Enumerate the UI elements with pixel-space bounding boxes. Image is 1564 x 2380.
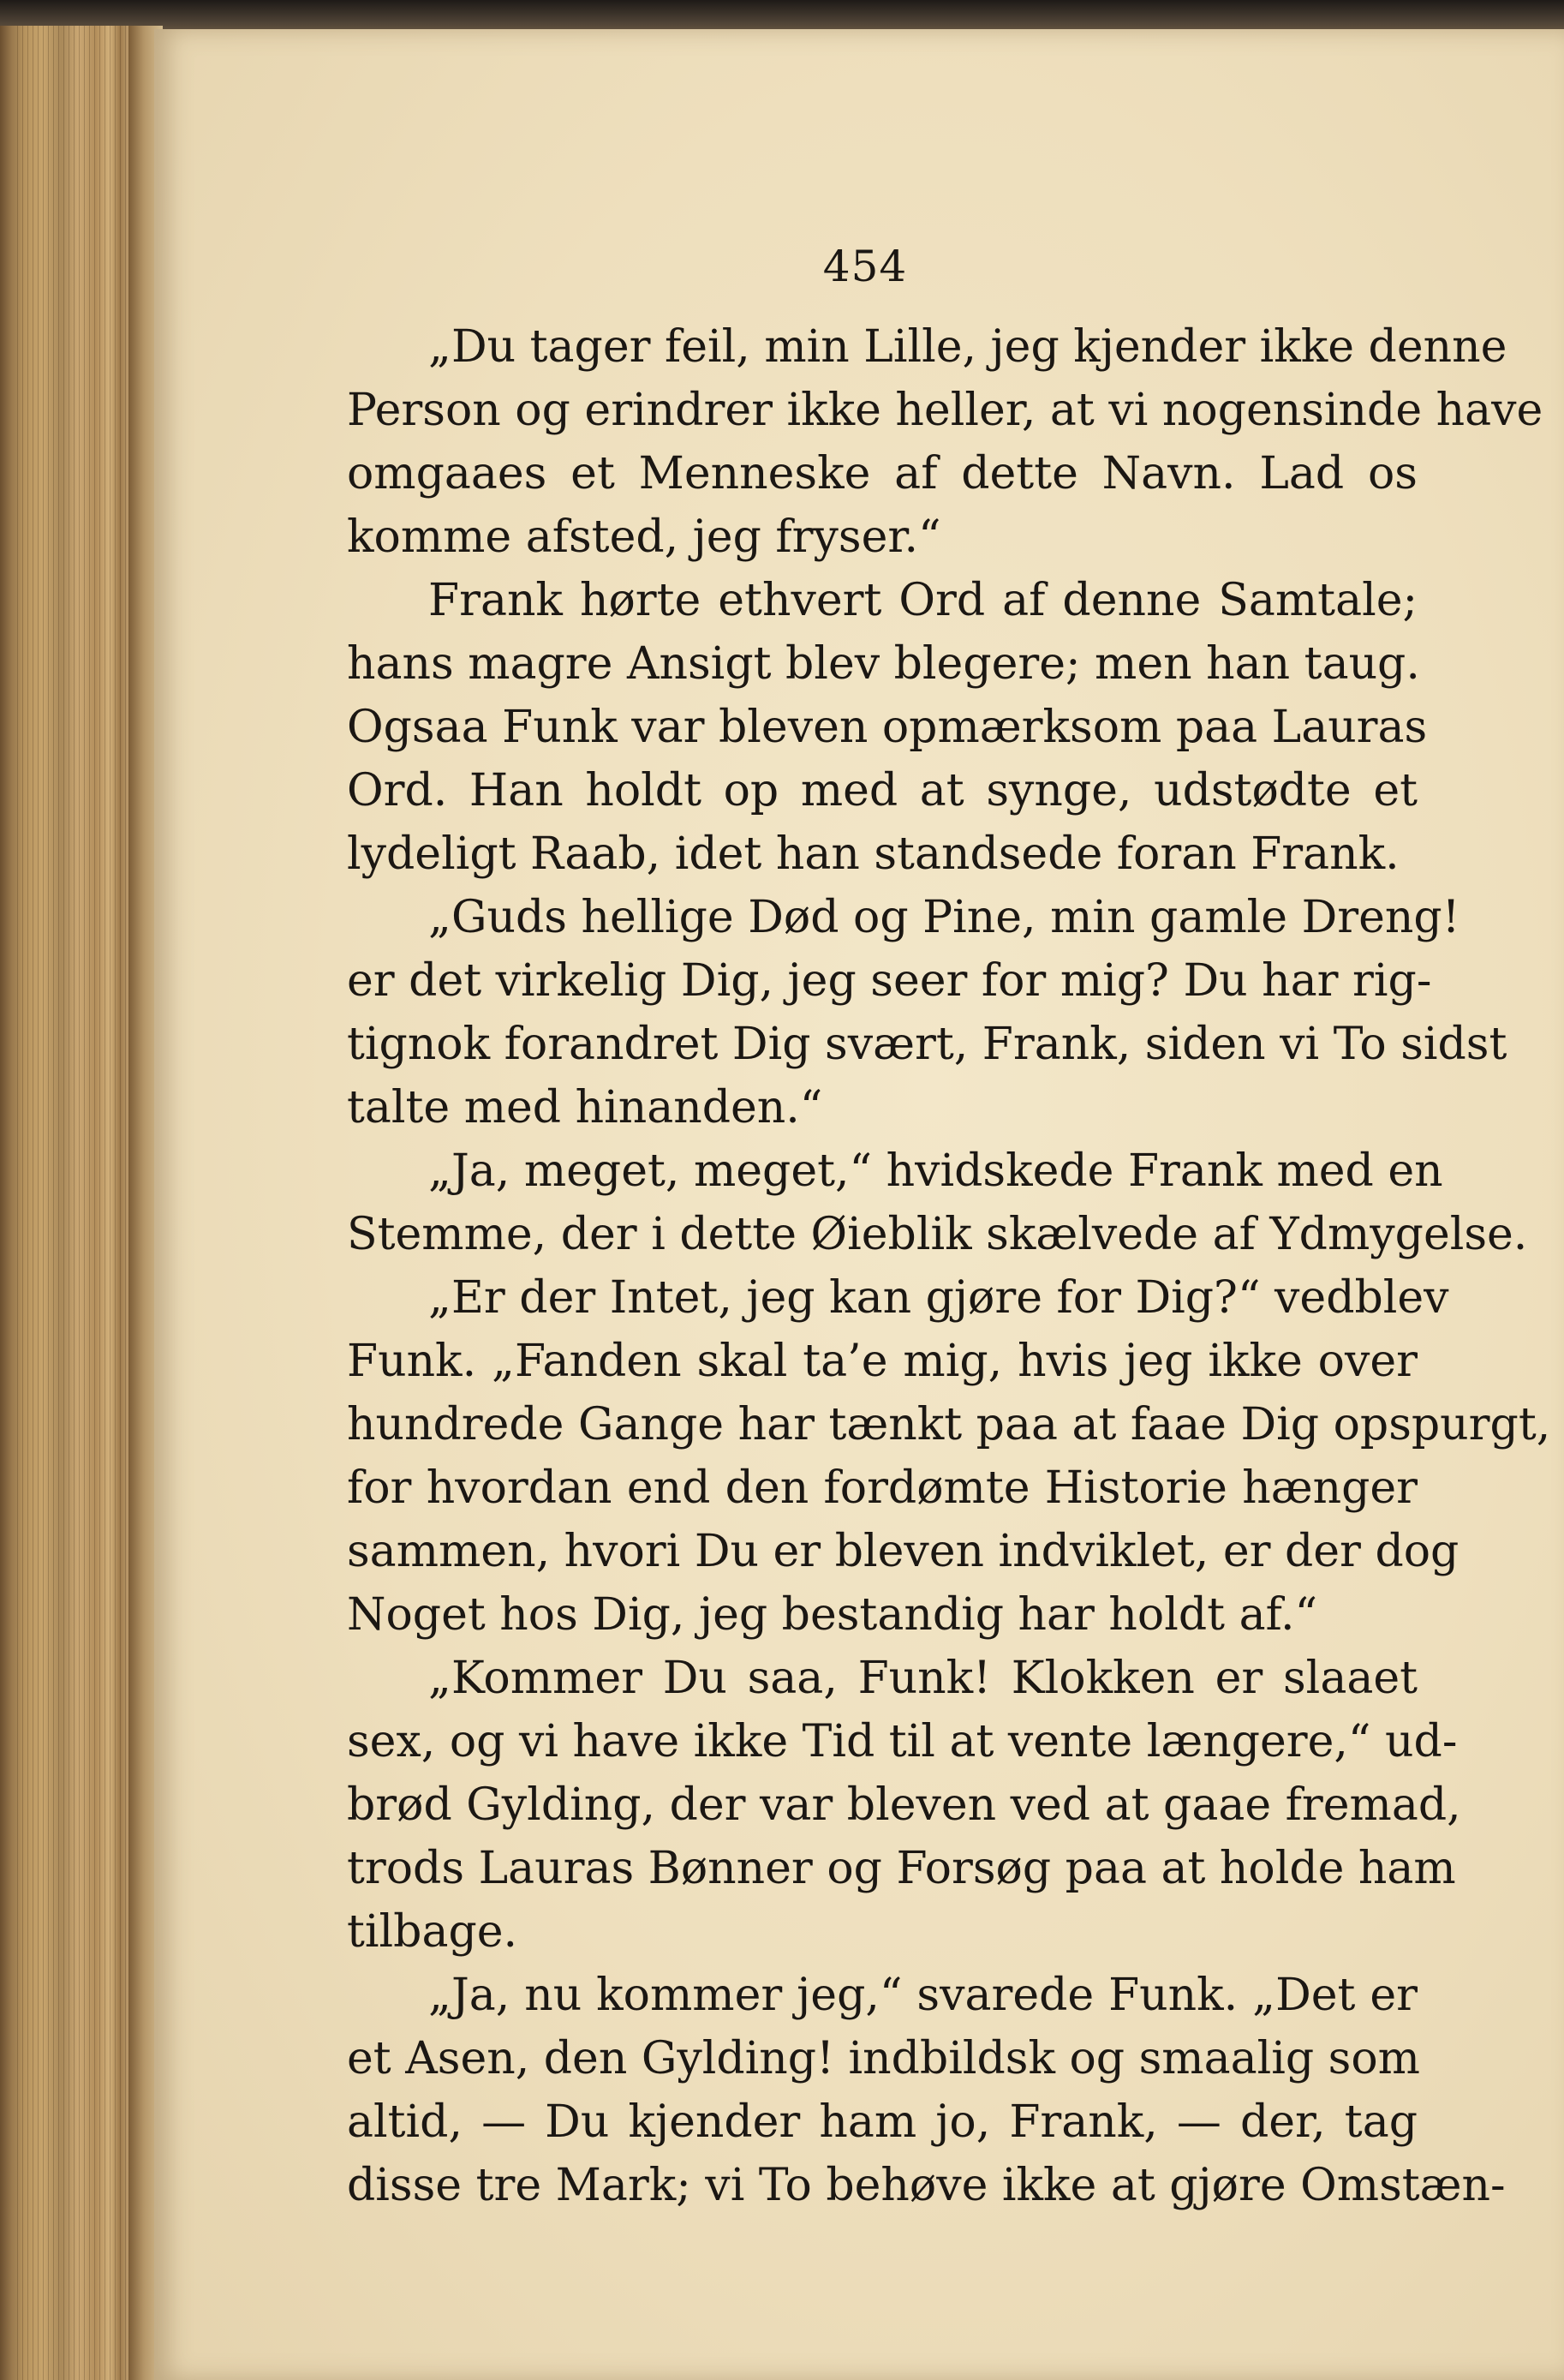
text-line: „Ja, nu kommer jeg,“ svarede Funk. „Det er bbox=[428, 1970, 1418, 2021]
text-line: Funk. „Fanden skal ta’e mig, hvis jeg ikke over bbox=[347, 1336, 1418, 1387]
text-line: Ogsaa Funk var bleven opmærksom paa Lauras bbox=[347, 702, 1428, 753]
text-line: Noget hos Dig, jeg bestandig har holdt af.“ bbox=[347, 1589, 1318, 1641]
text-line: er det virkelig Dig, jeg seer for mig? Du har rig- bbox=[347, 955, 1432, 1007]
text-line: brød Gylding, der var bleven ved at gaae fremad, bbox=[347, 1779, 1461, 1831]
text-line: sammen, hvori Du er bleven indviklet, er der dog bbox=[347, 1526, 1460, 1577]
text-line: „Guds hellige Død og Pine, min gamle Dreng! bbox=[428, 892, 1460, 943]
text-line: Person og erindrer ikke heller, at vi nogensinde have bbox=[347, 385, 1543, 436]
text-line: tignok forandret Dig svært, Frank, siden vi To sidst bbox=[347, 1019, 1507, 1070]
text-line: Ord. Han holdt op med at synge, udstødte et bbox=[347, 765, 1418, 816]
text-line: tilbage. bbox=[347, 1906, 518, 1958]
text-line: disse tre Mark; vi To behøve ikke at gjøre Omstæn- bbox=[347, 2160, 1506, 2211]
text-line: sex, og vi have ikke Tid til at vente længere,“ ud- bbox=[347, 1716, 1458, 1767]
text-line: „Kommer Du saa, Funk! Klokken er slaaet bbox=[428, 1653, 1418, 1704]
text-line: „Er der Intet, jeg kan gjøre for Dig?“ vedblev bbox=[428, 1272, 1449, 1324]
text-line: komme afsted, jeg fryser.“ bbox=[347, 511, 941, 563]
text-line: omgaaes et Menneske af dette Navn. Lad os bbox=[347, 448, 1418, 499]
text-line: hundrede Gange har tænkt paa at faae Dig opspurgt, bbox=[347, 1399, 1551, 1450]
text-line: Frank hørte ethvert Ord af denne Samtale; bbox=[428, 575, 1418, 626]
page-number: 454 bbox=[822, 242, 908, 291]
text-line: hans magre Ansigt blev blegere; men han taug. bbox=[347, 638, 1420, 690]
text-line: altid, — Du kjender ham jo, Frank, — der, tag bbox=[347, 2096, 1418, 2148]
text-line: trods Lauras Bønner og Forsøg paa at holde ham bbox=[347, 1843, 1456, 1894]
text-line: „Du tager feil, min Lille, jeg kjender ikke denne bbox=[428, 321, 1507, 373]
text-line: for hvordan end den fordømte Historie hænger bbox=[347, 1462, 1418, 1514]
page-block-lines bbox=[17, 26, 137, 2380]
text-line: talte med hinanden.“ bbox=[347, 1082, 823, 1133]
body-text bbox=[347, 315, 1551, 2217]
text-line: et Asen, den Gylding! indbildsk og smaalig som bbox=[347, 2033, 1420, 2084]
text-line: Stemme, der i dette Øieblik skælvede af Ydmygelse. bbox=[347, 1209, 1528, 1260]
text-line: „Ja, meget, meget,“ hvidskede Frank med en bbox=[428, 1145, 1443, 1197]
text-line: lydeligt Raab, idet han standsede foran Frank. bbox=[347, 828, 1400, 880]
